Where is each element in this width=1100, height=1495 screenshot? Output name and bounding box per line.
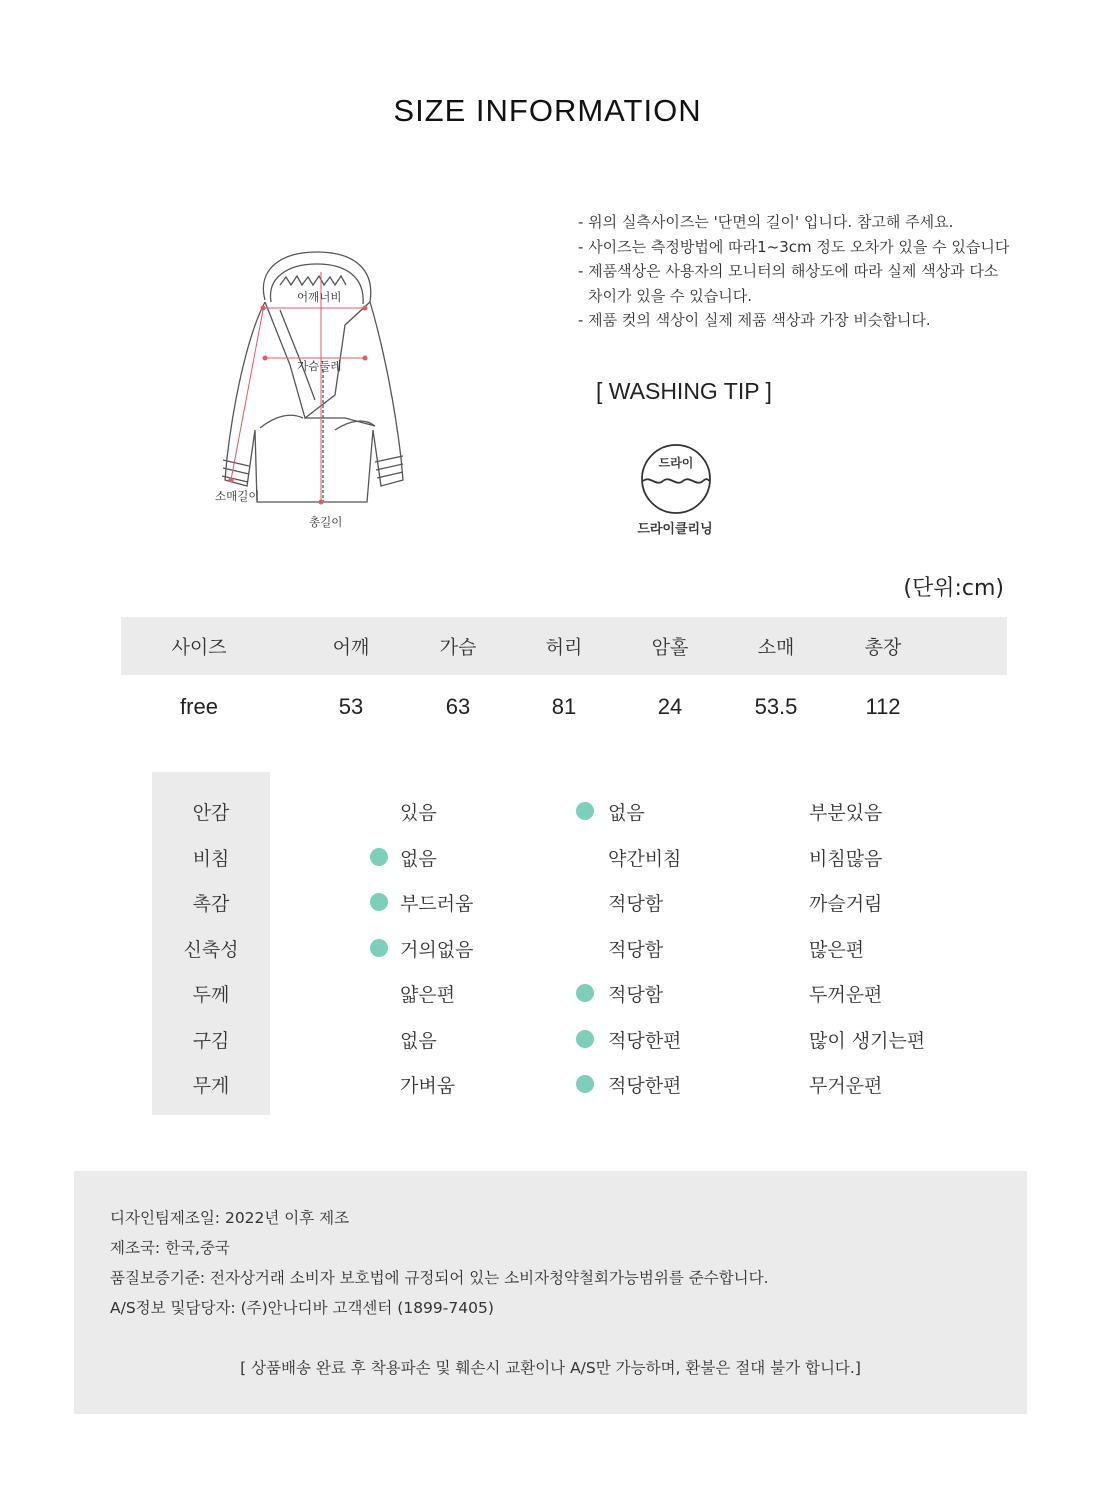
attribute-option: 까슬거림	[809, 893, 883, 915]
page-title: SIZE INFORMATION	[393, 93, 702, 128]
selected-dot-icon	[576, 802, 594, 820]
cell-length: 112	[865, 694, 901, 719]
selected-dot-icon	[370, 893, 388, 911]
unit-label: (단위:cm)	[903, 576, 1004, 601]
selected-dot-icon	[370, 939, 388, 957]
header-length: 총장	[864, 636, 902, 659]
cell-armhole: 24	[657, 694, 683, 719]
attribute-option: 있음	[400, 802, 437, 824]
selected-dot-icon	[576, 1075, 594, 1093]
cell-size: free	[180, 694, 218, 719]
attribute-option: 약간비침	[608, 847, 682, 870]
attribute-option-selected: 없음	[400, 847, 437, 870]
header-waist: 허리	[545, 636, 583, 659]
attribute-option: 많이 생기는편	[809, 1029, 926, 1052]
attribute-label: 촉감	[192, 893, 230, 915]
attribute-label: 비침	[192, 847, 230, 870]
attribute-option: 가벼움	[400, 1075, 456, 1097]
footer-line: 품질보증기준: 전자상거래 소비자 보호법에 규정되어 있는 소비자청약철회가능범위를 준수합니다.	[110, 1269, 769, 1287]
attribute-option: 적당함	[608, 893, 664, 915]
selected-dot-icon	[370, 848, 388, 866]
dry-clean-icon-text: 드라이	[658, 456, 694, 470]
footer-line: 제조국: 한국,중국	[110, 1239, 230, 1257]
note-line: - 제품 컷의 색상이 실제 제품 색상과 가장 비슷합니다.	[578, 311, 931, 329]
attribute-label: 두께	[192, 984, 230, 1006]
note-line: 차이가 있을 수 있습니다.	[588, 286, 752, 305]
header-sleeve: 소매	[757, 636, 795, 659]
attribute-option: 없음	[400, 1029, 437, 1052]
footer-line: 디자인팀제조일: 2022년 이후 제조	[110, 1209, 350, 1227]
cell-waist: 81	[551, 694, 577, 719]
shoulder-label: 어깨너비	[297, 290, 342, 304]
attribute-option: 적당함	[608, 938, 664, 961]
dry-clean-icon	[636, 443, 716, 515]
sleeve-label: 소매길이	[215, 489, 260, 503]
cell-sleeve: 53.5	[754, 694, 798, 719]
header-shoulder: 어깨	[332, 636, 370, 659]
length-label: 총길이	[309, 515, 343, 529]
header-size: 사이즈	[171, 636, 227, 659]
size-notes	[578, 210, 1009, 333]
note-line: - 위의 실측사이즈는 '단면의 길이' 입니다. 참고해 주세요.	[578, 213, 954, 231]
header-armhole: 암홀	[651, 636, 689, 659]
attribute-option: 얇은편	[400, 984, 456, 1006]
attribute-option: 비침많음	[809, 847, 883, 870]
selected-dot-icon	[576, 1030, 594, 1048]
coat-illustration	[205, 240, 425, 540]
footer-line: A/S정보 및담당자: (주)안나디바 고객센터 (1899-7405)	[110, 1299, 494, 1317]
attribute-option: 두꺼운편	[809, 984, 883, 1006]
size-table	[121, 617, 1007, 739]
note-line: - 사이즈는 측정방법에 따라1~3cm 정도 오차가 있을 수 있습니다	[578, 237, 1010, 256]
cell-chest: 63	[445, 694, 471, 719]
attribute-option-selected: 적당한편	[608, 1075, 682, 1097]
attribute-option: 부분있음	[809, 802, 883, 824]
size-table-header	[121, 617, 1007, 675]
washing-caption: 드라이클리닝	[637, 522, 713, 537]
washing-tip-title: [ WASHING TIP ]	[596, 378, 772, 404]
attribute-label: 무게	[192, 1075, 230, 1097]
attribute-label: 구김	[192, 1029, 230, 1052]
chest-label: 가슴둘레	[297, 359, 342, 373]
attribute-option: 많은편	[809, 938, 865, 961]
attribute-option-selected: 부드러움	[400, 893, 474, 915]
note-line: - 제품색상은 사용자의 모니터의 해상도에 따라 실제 색상과 다소	[578, 262, 999, 280]
attribute-option-selected: 거의없음	[400, 938, 474, 961]
attribute-option-selected: 없음	[608, 802, 645, 824]
header-chest: 가슴	[439, 636, 477, 659]
product-info-footer	[74, 1171, 1027, 1414]
attribute-label: 신축성	[183, 938, 239, 961]
table-row	[121, 675, 1007, 739]
cell-shoulder: 53	[338, 694, 364, 719]
attribute-option: 무거운편	[809, 1075, 883, 1097]
refund-notice: [ 상품배송 완료 후 착용파손 및 훼손시 교환이나 A/S만 가능하며, 환불은 절대 불가 합니다.]	[240, 1359, 861, 1377]
attribute-label: 안감	[192, 802, 230, 824]
attribute-option-selected: 적당한편	[608, 1029, 682, 1052]
attribute-option-selected: 적당함	[608, 984, 664, 1006]
selected-dot-icon	[576, 984, 594, 1002]
